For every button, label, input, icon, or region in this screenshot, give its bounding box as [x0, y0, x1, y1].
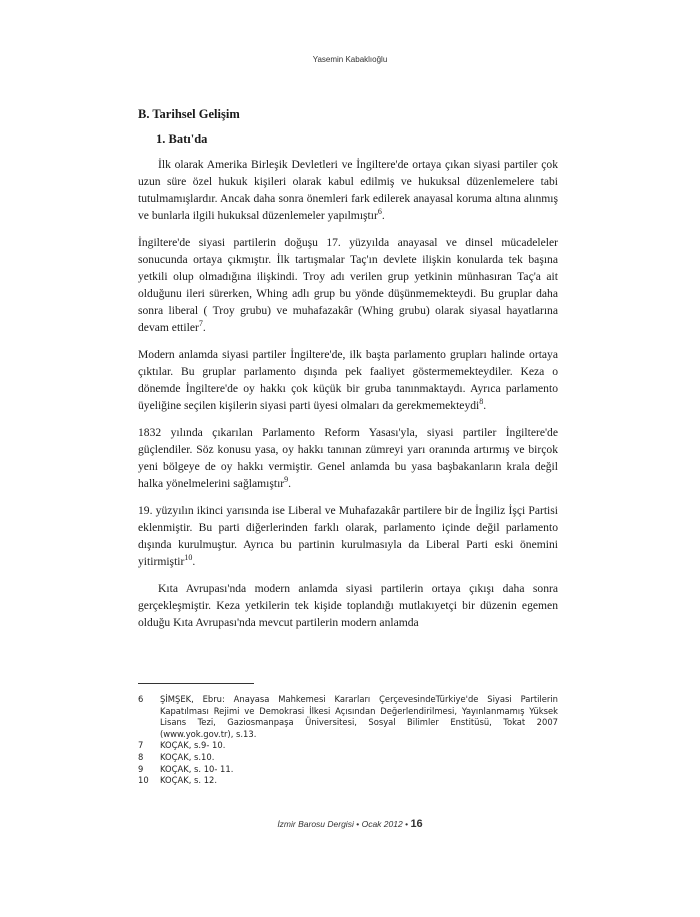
footnote-item	[138, 752, 558, 764]
paragraph-text: Modern anlamda siyasi partiler İngiltere'de, ilk başta parlamento grupları halinde ortaya çıktılar. Bu gruplar parlamento dışında pek faaliyet göstermemekteydiler. Keza o dönemde İngiltere'de oy hakkı çok küçük bir gruba tanınmaktaydı. Ayrıca parlamento üyeliğine seçilen kişilerin siyasi parti üyesi olmaları da gerekmemekteydi	[138, 348, 558, 412]
footnote-item	[138, 694, 558, 740]
paragraph-text: 19. yüzyılın ikinci yarısında ise Liberal ve Muhafazakâr partilere bir de İngiliz İşçi Partisi eklenmiştir. Bu parti diğerlerinden farklı olarak, parlamento içinde değil parlamento dışında kurulmuştur. Ayrıca bu partinin kurulmasıyla da Liberal Parti eski önemini yitirmiştir	[138, 504, 558, 568]
footnote-ref: 6	[377, 207, 382, 217]
footnote-text: KOÇAK, s.9- 10.	[160, 740, 226, 751]
footnote-ref: 10	[184, 553, 193, 563]
main-content	[138, 106, 558, 641]
footnote-number: 6	[138, 694, 144, 704]
footnote-number: 8	[138, 751, 144, 762]
footer-separator: •	[405, 819, 409, 829]
footnote-text: ŞİMŞEK, Ebru: Anayasa Mahkemesi Kararları ÇerçevesindeTürkiye'de Siyasi Partilerin Kapatılması Rejimi ve Demokrasi İlkesi Açısından Değerlendirilmesi, Yayınlanmamış Yüksek Lisans Tezi, Gaziosmanpaşa Üniversitesi, Sosyal Bilimler Enstitüsü, Tokat 2007 (www.yok.gov.tr), s.13.	[160, 694, 558, 739]
footnote-text: KOÇAK, s.10.	[160, 751, 215, 762]
footnote-ref: 7	[198, 319, 203, 329]
footnote-item	[138, 740, 558, 752]
paragraph: 19. yüzyılın ikinci yarısında ise Liberal ve Muhafazakâr partilere bir de İngiliz İşçi Partisi eklenmiştir. Bu parti diğerlerinden farklı olarak, parlamento içinde değil parlamento dışında kurulmuştur. Ayrıca bu partinin kurulmasıyla da Liberal Parti eski önemini yitirmiştir$^{10}$.	[138, 504, 558, 568]
footnote-number: 9	[138, 763, 144, 774]
paragraph: İngiltere'de siyasi partilerin doğuşu 17. yüzyılda anayasal ve dinsel mücadeleler sonucunda ortaya çıkmıştır. İlk tartışmalar Taç'ın devlete ilişkin konularda tek başına yetkili olup olmadığına ilişkindi. Troy adı verilen grup yetkinin münhasıran Taç'a ait olduğunu ileri sürerken, Whing adlı grup bu yönde düşünmemekteydi. Bu gruplar daha sonra liberal ( Troy grubu) ve muhafazakâr (Whing grubu) olarak siyasal hayatlarına devam ettiler$^7$.	[138, 236, 558, 334]
paragraph-text: İlk olarak Amerika Birleşik Devletleri ve İngiltere'de ortaya çıkan siyasi partiler çok uzun süre özel hukuk kişileri olarak kabul edilmiş ve hukuksal düzenlemelere tabi tutulmamışlardır. Ancak daha sonra önemleri fark edilerek anayasal koruma altına alınmış ve bunlarla ilgili hukuksal düzenlemeler yapılmıştır	[138, 158, 558, 222]
footnote-ref: 9	[284, 475, 289, 485]
paragraph: Modern anlamda siyasi partiler İngiltere'de, ilk başta parlamento grupları halinde ortaya çıktılar. Bu gruplar parlamento dışında pek faaliyet göstermemekteydiler. Keza o dönemde İngiltere'de oy hakkı çok küçük bir gruba tanınmaktaydı. Ayrıca parlamento üyeliğine seçilen kişilerin siyasi parti üyesi olmaları da gerekmemekteydi$^8$.	[138, 348, 558, 412]
footer-separator: •	[356, 819, 360, 829]
paragraph: İlk olarak Amerika Birleşik Devletleri ve İngiltere'de ortaya çıkan siyasi partiler çok uzun süre özel hukuk kişileri olarak kabul edilmiş ve hukuksal düzenlemelere tabi tutulmamışlardır. Ancak daha sonra önemleri fark edilerek anayasal koruma altına alınmış ve bunlarla ilgili hukuksal düzenlemeler yapılmıştır$^6$.	[138, 158, 558, 222]
header-author: Yasemin Kabaklıoğlu	[312, 55, 388, 64]
footer-date: Ocak 2012	[361, 819, 403, 829]
paragraph	[138, 580, 558, 631]
footnote-item	[138, 775, 558, 787]
running-header	[0, 55, 700, 64]
paragraph-text: Kıta Avrupası'nda modern anlamda siyasi partilerin ortaya çıkışı daha sonra gerçekleşmiştir. Keza yetkilerin tek kişide toplandığı mutlakıyetçi bir düzenin egemen olduğu Kıta Avrupası'nda mevcut partilerin modern anlamda	[138, 582, 558, 629]
page-number: 16	[410, 818, 423, 830]
footnote-ref: 8	[479, 397, 484, 407]
paragraph-text: İngiltere'de siyasi partilerin doğuşu 17. yüzyılda anayasal ve dinsel mücadeleler sonucunda ortaya çıkmıştır. İlk tartışmalar Taç'ın devlete ilişkin konularda tek başına yetkili olup olmadığına ilişkindi. Troy adı verilen grup yetkinin münhasıran Taç'a ait olduğunu ileri sürerken, Whing adlı grup bu yönde düşünmemekteydi. Bu gruplar daha sonra liberal ( Troy grubu) ve muhafazakâr (Whing grubu) olarak siyasal hayatlarına devam ettiler	[138, 236, 558, 334]
footnote-number: 7	[138, 740, 144, 751]
footnotes	[138, 694, 558, 787]
footnote-text: KOÇAK, s. 12.	[160, 775, 218, 786]
footnote-number: 10	[138, 775, 149, 786]
paragraph: 1832 yılında çıkarılan Parlamento Reform Yasası'yla, siyasi partiler İngiltere'de güçlendiler. Söz konusu yasa, oy hakkı tanınan zümreyi yarı oranında artırmış ve birçok yeni bölgeye de oy hakkı vermiştir. Genel anlamda bu yasa başbakanların krala değil halka yönelmelerini sağlamıştır$^9$.	[138, 426, 558, 490]
section-heading: B. Tarihsel Gelişim	[138, 107, 240, 121]
footnote-text: KOÇAK, s. 10- 11.	[160, 763, 234, 774]
paragraph-text: 1832 yılında çıkarılan Parlamento Reform Yasası'yla, siyasi partiler İngiltere'de güçlendiler. Söz konusu yasa, oy hakkı tanınan zümreyi yarı oranında artırmış ve birçok yeni bölgeye de oy hakkı vermiştir. Genel anlamda bu yasa başbakanların krala değil halka yönelmelerini sağlamıştır	[138, 426, 558, 490]
subsection-heading: 1. Batı'da	[156, 132, 208, 146]
footnote-divider	[138, 683, 254, 684]
footnote-item	[138, 764, 558, 776]
running-footer	[0, 818, 700, 830]
footer-journal: İzmir Barosu Dergisi	[277, 819, 354, 829]
